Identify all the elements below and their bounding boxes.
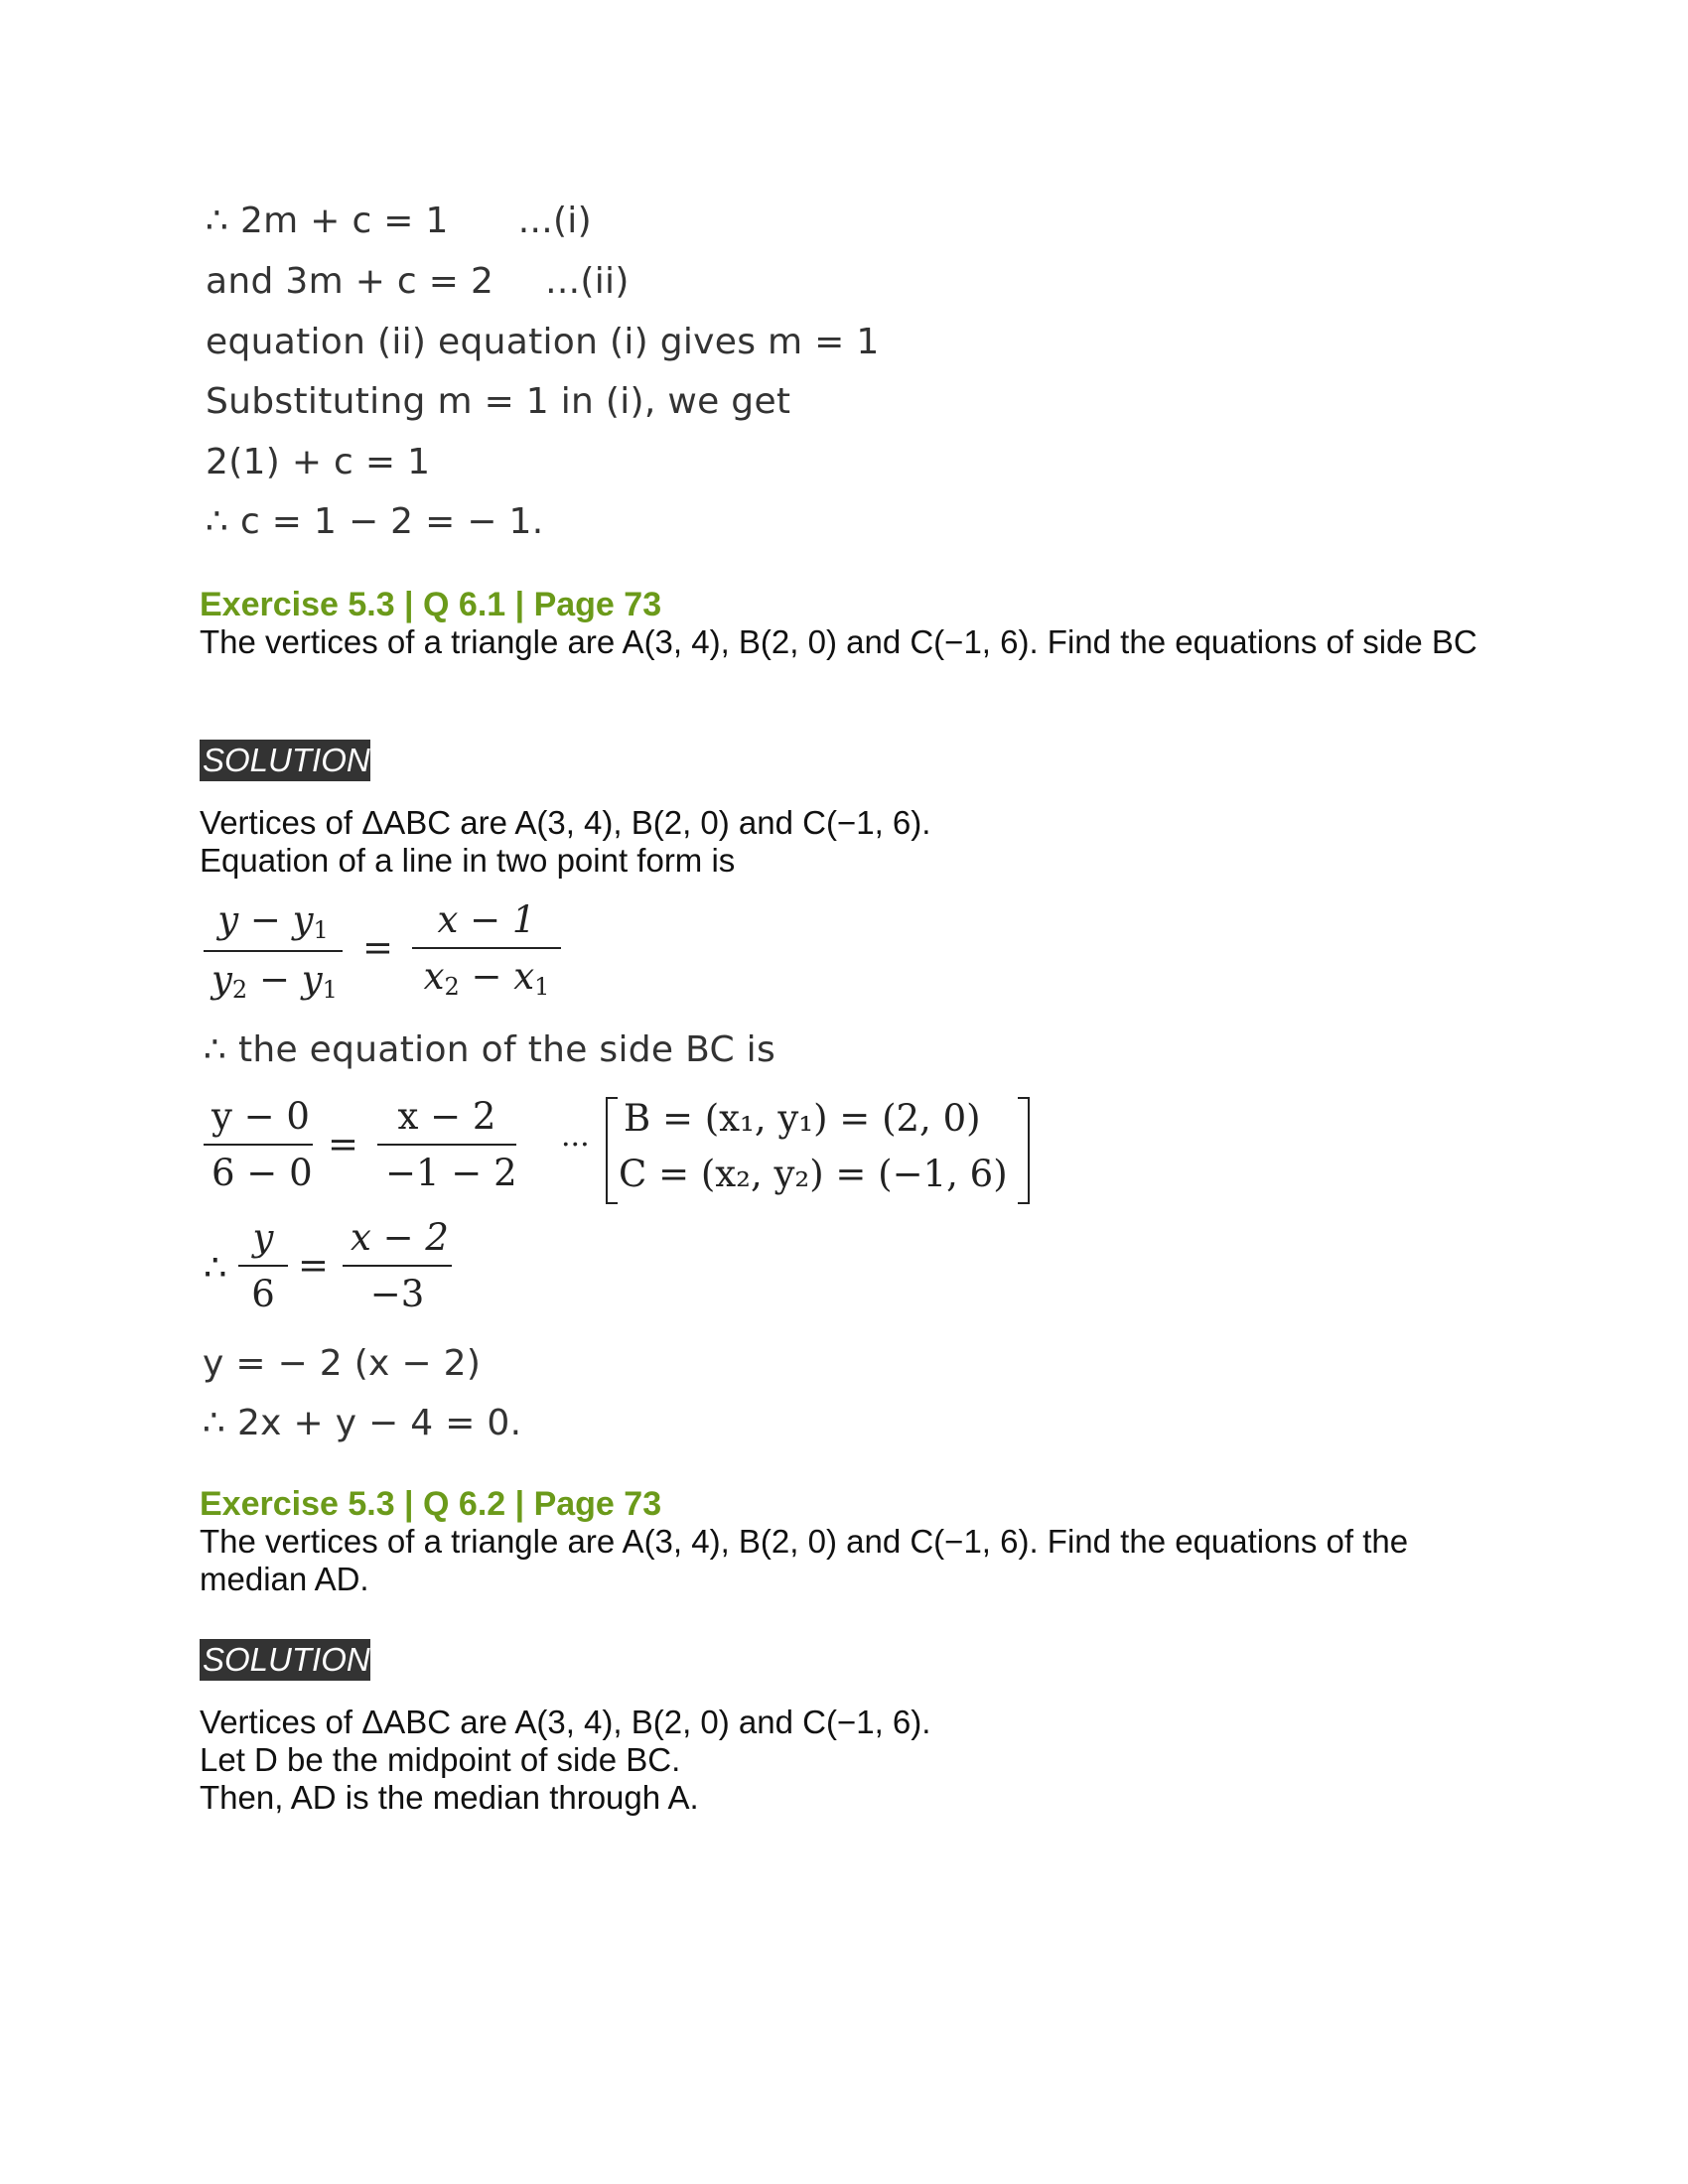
equation-line-i xyxy=(206,201,592,241)
exercise-heading: Exercise 5.3 | Q 6.2 | Page 73 xyxy=(200,1485,662,1523)
equation-text: and 3m + c = 2 xyxy=(206,261,494,302)
solution-label: SOLUTION xyxy=(200,1639,370,1681)
equals-sign: = xyxy=(298,1244,330,1287)
equals-sign: = xyxy=(362,926,394,969)
solution-line: Let D be the midpoint of side BC. xyxy=(200,1741,681,1778)
question-text: The vertices of a triangle are A(3, 4), B(2, 0) and C(−1, 6). Find the equations of the median AD. xyxy=(200,1523,1409,1597)
text-line: ∴ c = 1 − 2 = − 1. xyxy=(206,501,544,542)
step1-rhs-fraction: x − 2 −1 − 2 xyxy=(377,1095,516,1194)
equals-sign: = xyxy=(328,1123,359,1165)
formula-rhs-fraction: x − 1 $x_2 - x_1$ xyxy=(412,898,561,1001)
two-point-formula xyxy=(204,898,561,1008)
result-line: ∴ 2x + y − 4 = 0. xyxy=(203,1403,522,1443)
equation-text: ∴ 2m + c = 1 xyxy=(206,201,449,241)
left-bracket xyxy=(606,1097,618,1204)
solution-label: SOLUTION xyxy=(200,740,370,781)
formula-lhs-fraction: $y - y_1$ $y_2 - y_1$ xyxy=(204,898,343,1004)
text-line: ∴ the equation of the side BC is xyxy=(204,1029,776,1070)
equation-tag: ...(ii) xyxy=(545,261,630,302)
step2-lhs-fraction: y 6 xyxy=(238,1216,288,1315)
solution-line: Then, AD is the median through A. xyxy=(200,1779,699,1816)
question-text: The vertices of a triangle are A(3, 4), B(2, 0) and C(−1, 6). Find the equations of side BC xyxy=(200,623,1477,660)
result-line: y = − 2 (x − 2) xyxy=(203,1343,482,1384)
step2-rhs-fraction: x − 2 −3 xyxy=(343,1216,452,1315)
text-line: Substituting m = 1 in (i), we get xyxy=(206,381,791,422)
therefore-symbol: ∴ xyxy=(204,1246,227,1289)
equation-step-1 xyxy=(204,1095,1038,1206)
step1-lhs-fraction: y − 0 6 − 0 xyxy=(204,1095,313,1194)
solution-line: Equation of a line in two point form is xyxy=(200,842,736,879)
equation-step-2 xyxy=(204,1216,462,1327)
exercise-heading: Exercise 5.3 | Q 6.1 | Page 73 xyxy=(200,586,662,623)
bracket-row-1: B = (x₁, y₁) = (2, 0) xyxy=(624,1097,981,1140)
ellipsis: ... xyxy=(561,1119,590,1154)
text-line: 2(1) + c = 1 xyxy=(206,442,431,482)
solution-line: Vertices of ΔABC are A(3, 4), B(2, 0) and C(−1, 6). xyxy=(200,804,931,841)
right-bracket xyxy=(1018,1097,1030,1204)
text-line: equation (ii) equation (i) gives m = 1 xyxy=(206,322,880,362)
solution-line: Vertices of ΔABC are A(3, 4), B(2, 0) and C(−1, 6). xyxy=(200,1704,931,1740)
bracket-row-2: C = (x₂, y₂) = (−1, 6) xyxy=(619,1153,1008,1195)
equation-tag: ...(i) xyxy=(517,201,592,241)
equation-line-ii xyxy=(206,261,630,302)
